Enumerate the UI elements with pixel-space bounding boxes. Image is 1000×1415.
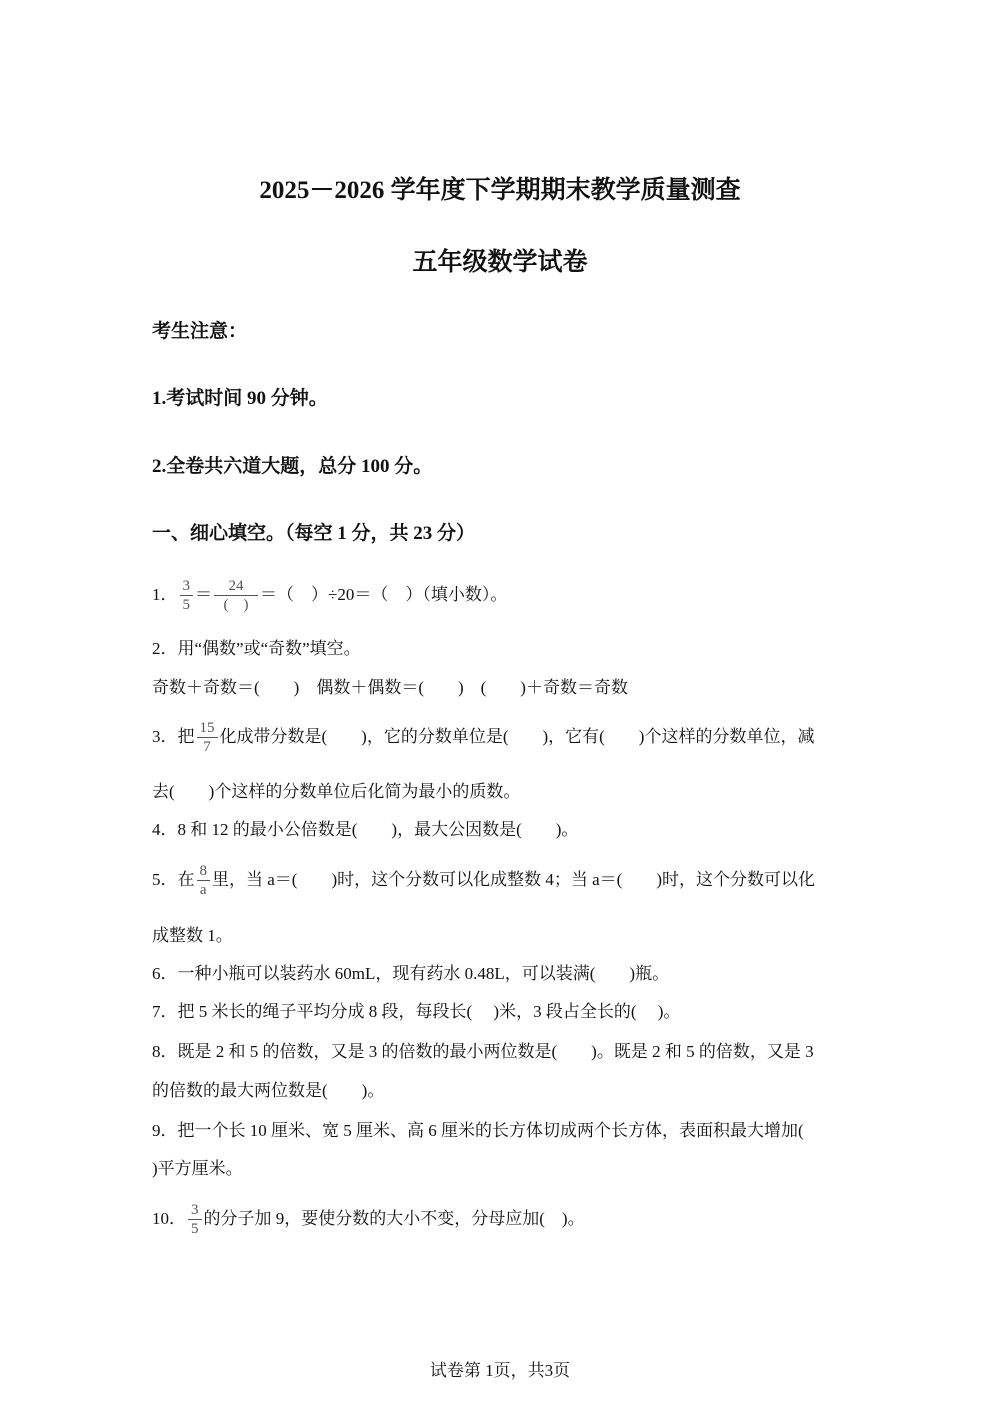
q10-frac-den: 5 xyxy=(191,1220,199,1237)
question-1 xyxy=(152,570,507,620)
q1-frac1-den: 5 xyxy=(182,596,190,613)
q1-prefix: 1． xyxy=(152,585,178,604)
question-10 xyxy=(152,1194,585,1244)
question-2-line-1: 2．用“偶数”或“奇数”填空。 xyxy=(152,639,361,658)
q1-equals: ＝ xyxy=(195,585,212,604)
q5-frac-den: a xyxy=(199,881,207,898)
question-8-line-1: 8．既是 2 和 5 的倍数，又是 3 的倍数的最小两位数是( )。既是 2 和 5 的倍数，又是 3 xyxy=(152,1042,814,1061)
q10-prefix: 10． xyxy=(152,1209,186,1228)
q1-fraction-1 xyxy=(180,577,194,614)
question-6: 6．一种小瓶可以装药水 60mL，现有药水 0.48L，可以装满( )瓶。 xyxy=(152,964,670,983)
q1-fraction-2 xyxy=(214,577,258,614)
q3-prefix: 3．把 xyxy=(152,727,195,746)
question-9-line-2: )平方厘米。 xyxy=(152,1159,243,1178)
question-5-line-2: 成整数 1。 xyxy=(152,926,233,945)
q1-frac2-num: 24 xyxy=(228,577,244,594)
q3-rest: 化成带分数是( )，它的分数单位是( )，它有( )个这样的分数单位，减 xyxy=(219,727,815,746)
q1-frac2-den: ( ) xyxy=(223,596,249,613)
question-3-line-2: 去( )个这样的分数单位后化简为最小的质数。 xyxy=(152,782,521,801)
q5-fraction xyxy=(197,862,211,899)
q3-frac-num: 15 xyxy=(199,719,215,736)
section-1-heading: 一、细心填空。（每空 1 分，共 23 分） xyxy=(152,523,476,544)
question-3 xyxy=(152,712,814,762)
page-footer: 试卷第 1页，共3页 xyxy=(429,1361,571,1380)
q10-rest: 的分子加 9，要使分数的大小不变，分母应加( )。 xyxy=(203,1209,585,1228)
question-2-line-2: 奇数＋奇数＝( ) 偶数＋偶数＝( ) ( )＋奇数＝奇数 xyxy=(152,678,628,697)
q10-fraction xyxy=(188,1201,202,1238)
exam-title: 2025－2026 学年度下学期期末教学质量测查 xyxy=(259,177,741,204)
exam-subtitle: 五年级数学试卷 xyxy=(412,249,588,276)
q3-frac-den: 7 xyxy=(203,738,211,755)
notice-item-1: 1.考试时间 90 分钟。 xyxy=(152,388,328,409)
question-8-line-2: 的倍数的最大两位数是( )。 xyxy=(152,1081,385,1100)
q5-frac-num: 8 xyxy=(199,862,207,879)
q5-rest: 里，当 a＝( )时，这个分数可以化成整数 4；当 a＝( )时，这个分数可以化 xyxy=(212,870,815,889)
question-7: 7．把 5 米长的绳子平均分成 8 段，每段长( )米，3 段占全长的( )。 xyxy=(152,1002,681,1021)
q1-frac1-num: 3 xyxy=(182,577,190,594)
question-5 xyxy=(152,855,815,905)
question-4: 4．8 和 12 的最小公倍数是( )，最大公因数是( )。 xyxy=(152,820,579,839)
q10-frac-num: 3 xyxy=(191,1201,199,1218)
notice-heading: 考生注意： xyxy=(152,321,248,342)
notice-item-2: 2.全卷共六道大题，总分 100 分。 xyxy=(152,456,433,477)
q1-rest: ＝（ ）÷20＝（ ）（填小数）。 xyxy=(260,585,508,604)
q3-fraction xyxy=(197,719,218,756)
q5-prefix: 5．在 xyxy=(152,870,195,889)
question-9-line-1: 9．把一个长 10 厘米、宽 5 厘米、高 6 厘米的长方体切成两个长方体，表面积最大增加( xyxy=(152,1121,804,1140)
